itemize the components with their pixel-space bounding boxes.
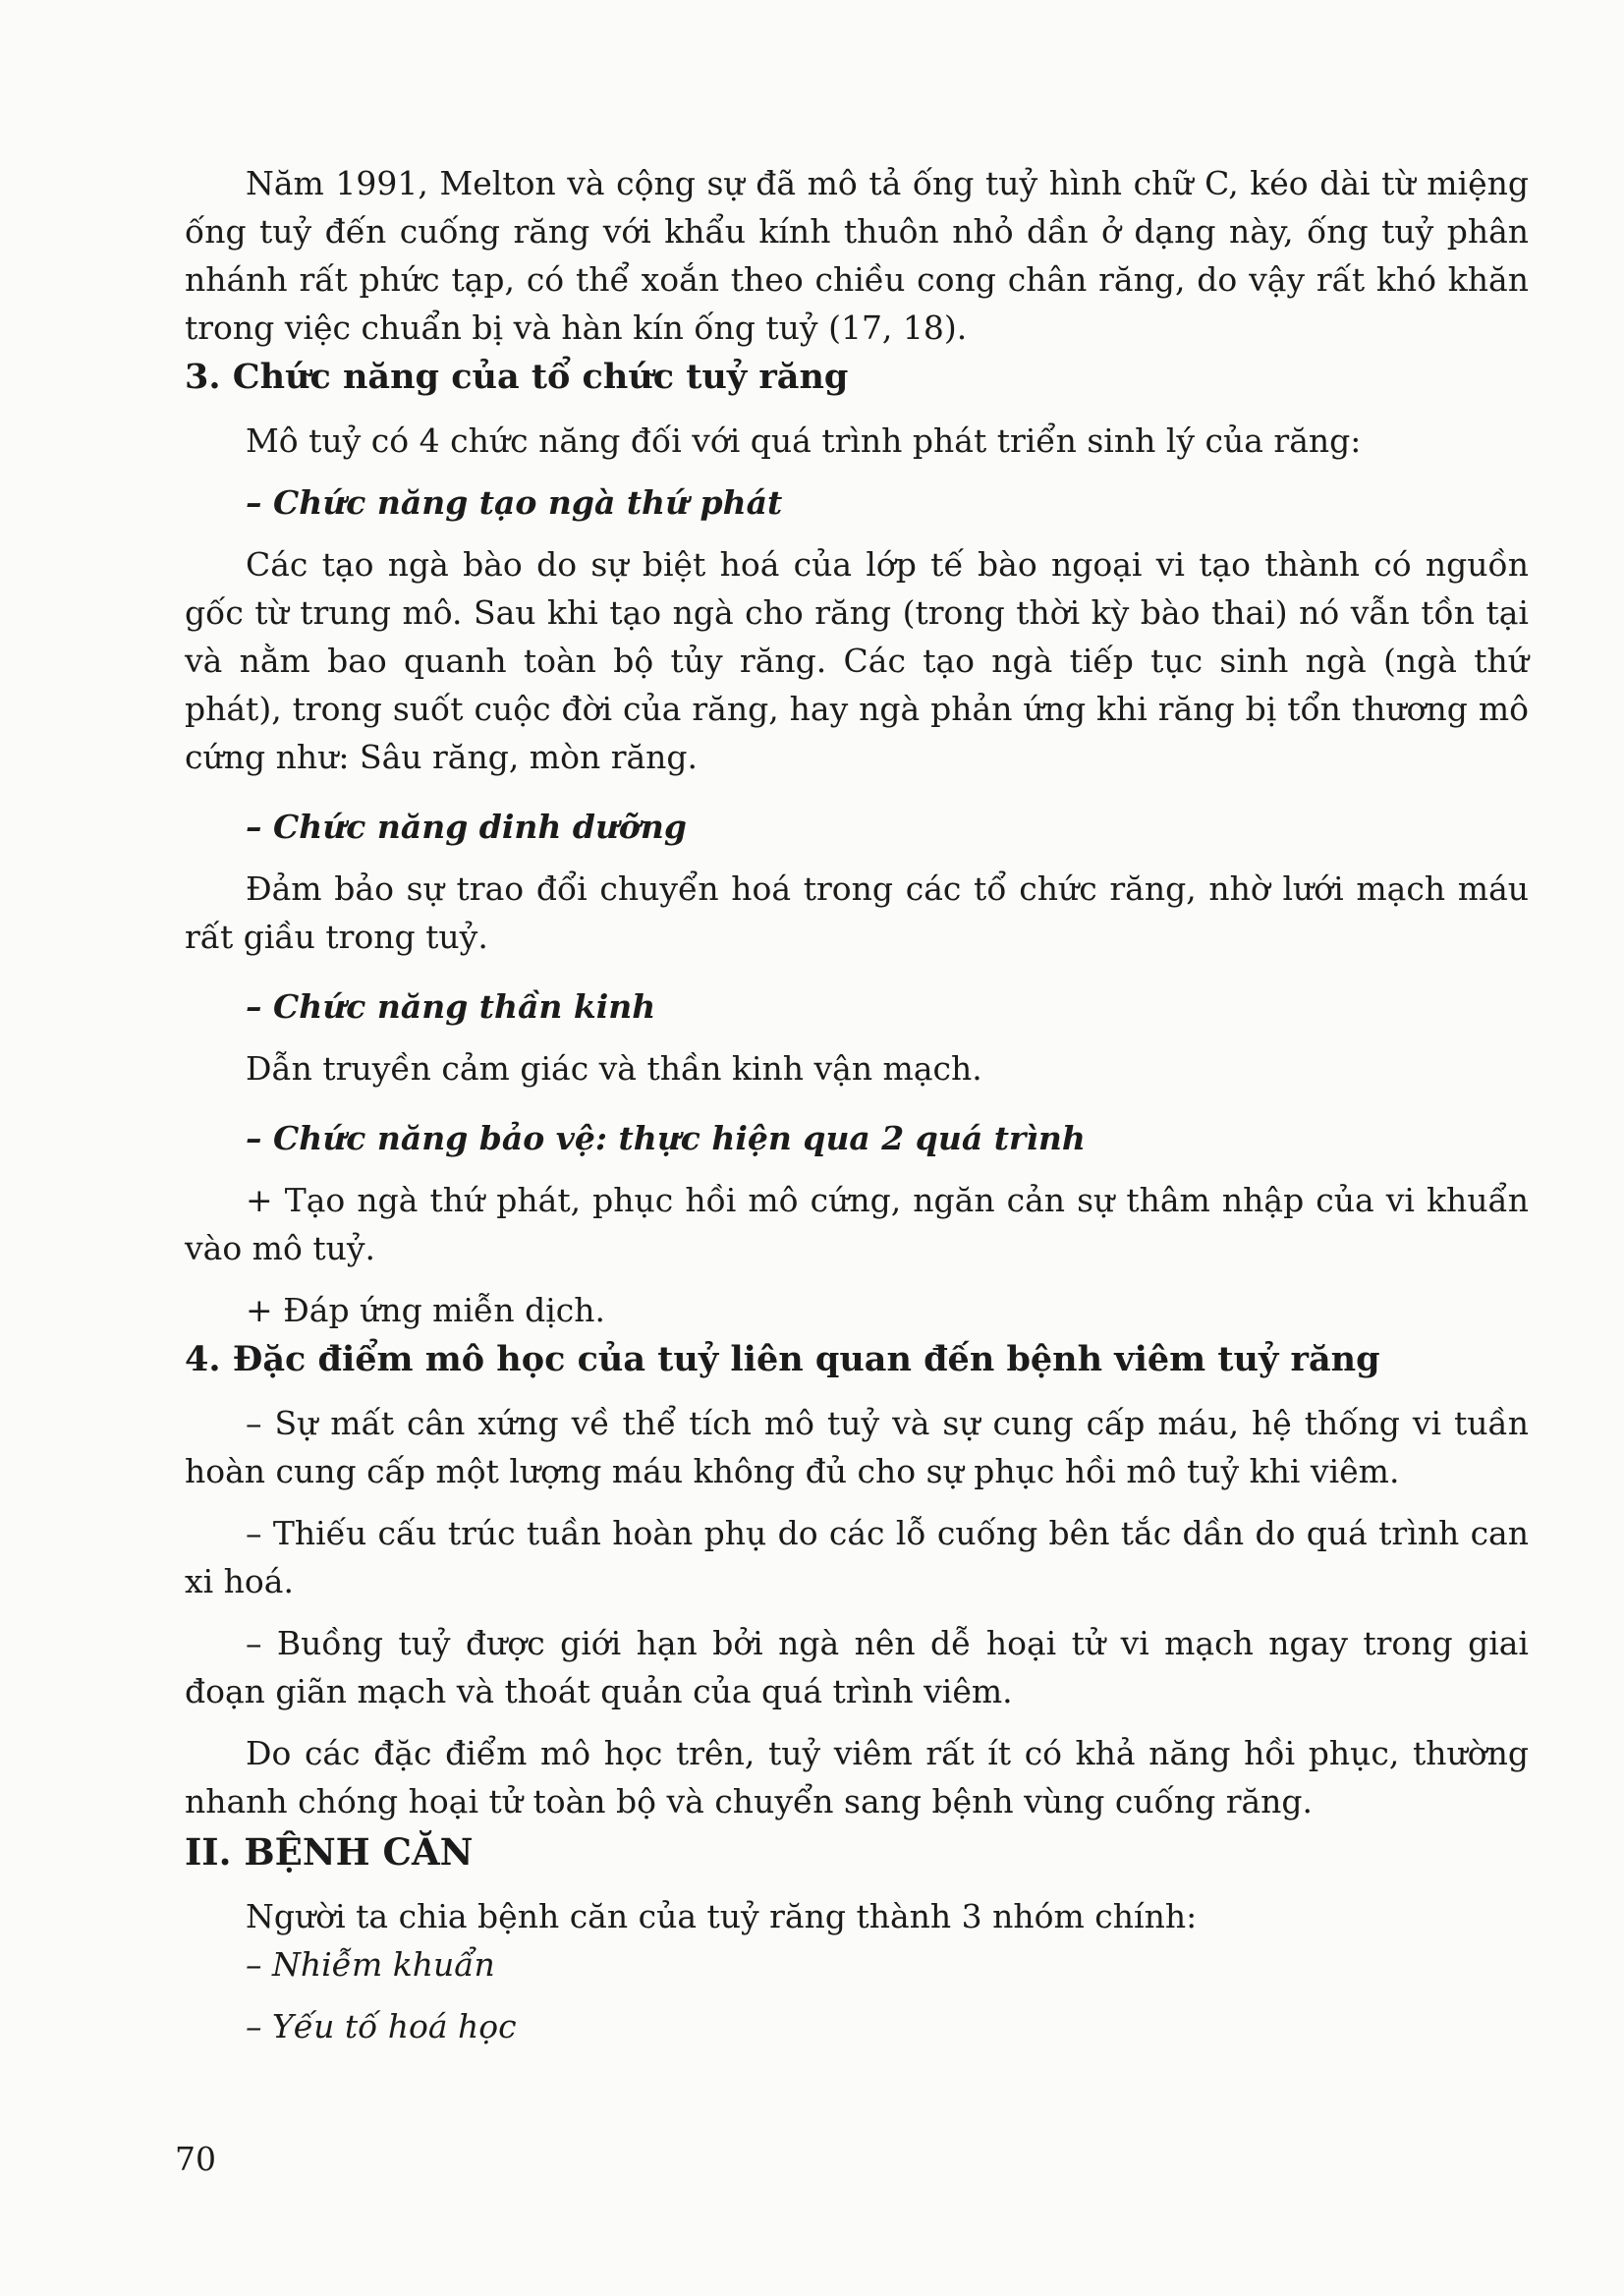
page-number: 70 xyxy=(175,2140,216,2178)
function-4-title: – Chức năng bảo vệ: thực hiện qua 2 quá trình xyxy=(246,1119,1086,1157)
section-4-paragraph-4: Do các đặc điểm mô học trên, tuỷ viêm rất ít có khả năng hồi phục, thường nhanh chóng hoại tử toàn bộ và chuyển sang bệnh vùng cuống răng. xyxy=(185,1734,1529,1820)
section-4-paragraph-3: – Buồng tuỷ được giới hạn bởi ngà nên dễ hoại tử vi mạch ngay trong giai đoạn giãn mạch và thoát quản của quá trình viêm. xyxy=(185,1624,1529,1710)
function-1-title: – Chức năng tạo ngà thứ phát xyxy=(246,483,783,522)
function-3-title: – Chức năng thần kinh xyxy=(246,987,656,1026)
function-4-item-1: + Tạo ngà thứ phát, phục hồi mô cứng, ngăn cản sự thâm nhập của vi khuẩn vào mô tuỷ. xyxy=(185,1181,1529,1267)
cause-item-2: – Yếu tố hoá học xyxy=(246,2007,517,2045)
function-3-text: Dẫn truyền cảm giác và thần kinh vận mạch. xyxy=(246,1049,982,1088)
function-1-text: Các tạo ngà bào do sự biệt hoá của lớp tế bào ngoại vi tạo thành có nguồn gốc từ trung mô. Sau khi tạo ngà cho răng (trong thời kỳ bào thai) nó vẫn tồn tại và nằm bao quanh toàn bộ tủy răng. Các tạo ngà tiếp tục sinh ngà (ngà thứ phát), trong suốt cuộc đời của răng, hay ngà phản ứng khi răng bị tổn thương mô cứng như: Sâu răng, mòn răng. xyxy=(185,545,1529,776)
section-ii-lead: Người ta chia bệnh căn của tuỷ răng thành 3 nhóm chính: xyxy=(246,1897,1198,1935)
intro-paragraph: Năm 1991, Melton và cộng sự đã mô tả ống tuỷ hình chữ C, kéo dài từ miệng ống tuỷ đến cuống răng với khẩu kính thuôn nhỏ dần ở dạng này, ống tuỷ phân nhánh rất phức tạp, có thể xoắn theo chiều cong chân răng, do vậy rất khó khăn trong việc chuẩn bị và hàn kín ống tuỷ (17, 18). xyxy=(185,164,1529,347)
function-4-item-2: + Đáp ứng miễn dịch. xyxy=(246,1291,605,1329)
function-2-title: – Chức năng dinh dưỡng xyxy=(246,808,687,846)
section-3-lead: Mô tuỷ có 4 chức năng đối với quá trình phát triển sinh lý của răng: xyxy=(246,421,1362,460)
section-4-heading: 4. Đặc điểm mô học của tuỷ liên quan đến bệnh viêm tuỷ răng xyxy=(185,1339,1380,1379)
section-4-paragraph-2: – Thiếu cấu trúc tuần hoàn phụ do các lỗ cuống bên tắc dần do quá trình can xi hoá. xyxy=(185,1514,1529,1600)
section-3-heading: 3. Chức năng của tổ chức tuỷ răng xyxy=(185,357,849,397)
section-ii-heading: II. BỆNH CĂN xyxy=(185,1830,474,1874)
cause-item-1: – Nhiễm khuẩn xyxy=(246,1945,495,1984)
page-body xyxy=(185,159,1529,2050)
function-2-text: Đảm bảo sự trao đổi chuyển hoá trong các tổ chức răng, nhờ lưới mạch máu rất giầu trong tuỷ. xyxy=(185,869,1529,956)
section-4-paragraph-1: – Sự mất cân xứng về thể tích mô tuỷ và sự cung cấp máu, hệ thống vi tuần hoàn cung cấp một lượng máu không đủ cho sự phục hồi mô tuỷ khi viêm. xyxy=(185,1404,1529,1490)
